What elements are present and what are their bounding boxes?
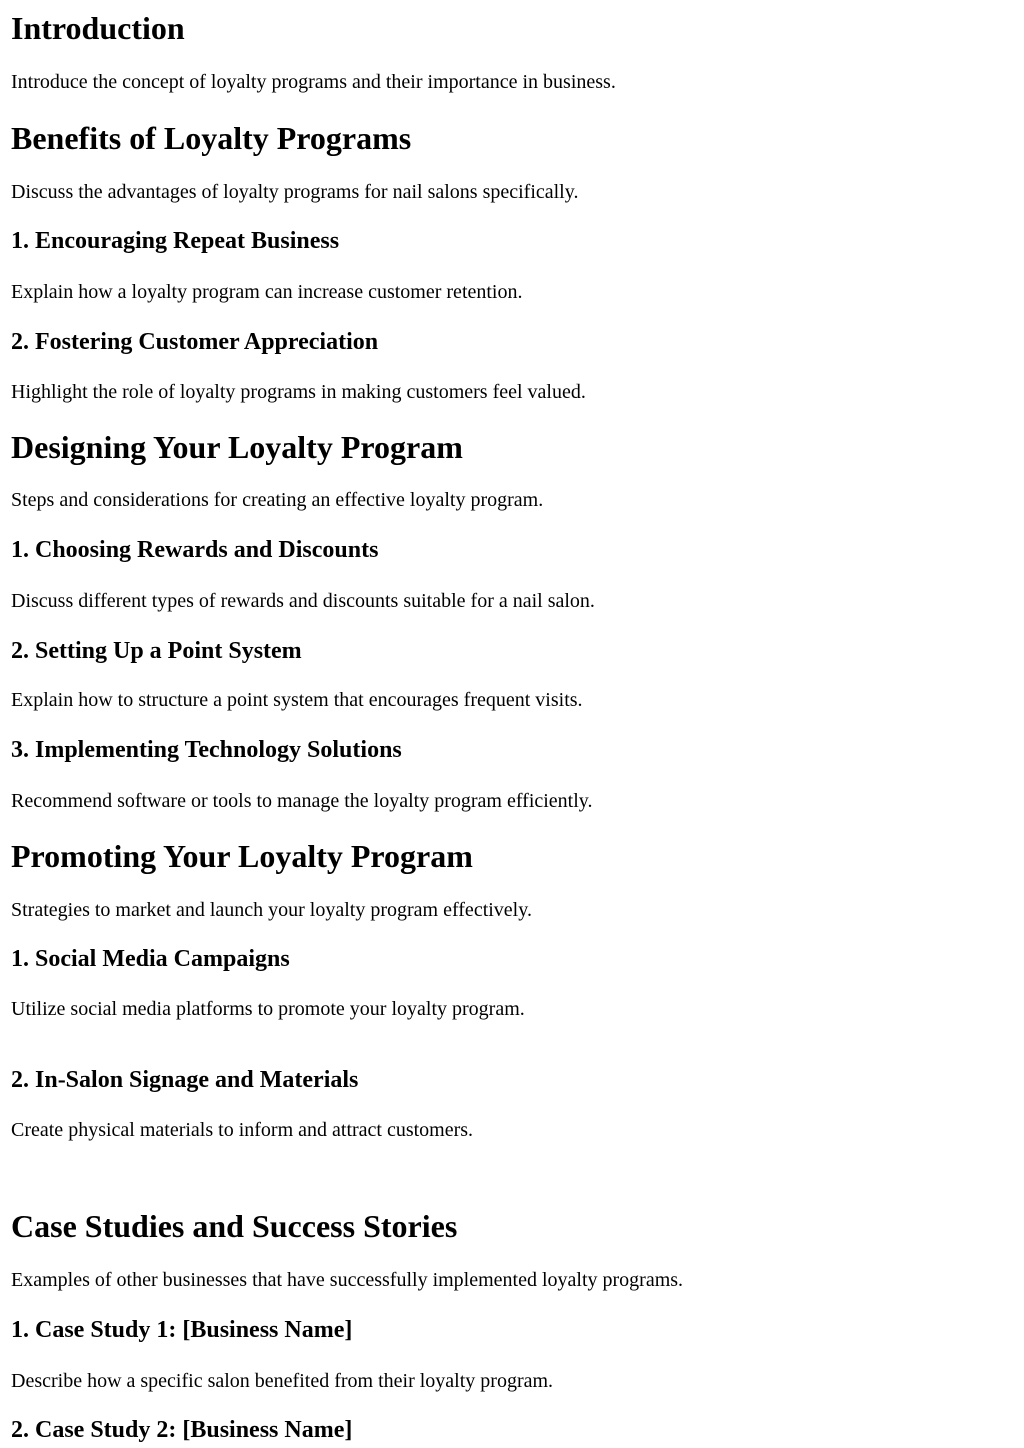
subsection-heading-rewards-discounts: 1. Choosing Rewards and Discounts [11,537,379,563]
section-heading-designing: Designing Your Loyalty Program [11,429,463,465]
subsection-text-repeat-business: Explain how a loyalty program can increase customer retention. [11,281,523,303]
section-text-introduction: Introduce the concept of loyalty programs and their importance in business. [11,71,616,93]
subsection-text-customer-appreciation: Highlight the role of loyalty programs in making customers feel valued. [11,381,586,403]
subsection-text-case-study-1: Describe how a specific salon benefited from their loyalty program. [11,1370,554,1392]
subsection-text-signage: Create physical materials to inform and attract customers. [11,1119,474,1141]
subsection-heading-technology: 3. Implementing Technology Solutions [11,737,402,763]
section-text-designing: Steps and considerations for creating an effective loyalty program. [11,489,544,511]
subsection-heading-social-media: 1. Social Media Campaigns [11,946,290,972]
subsection-heading-customer-appreciation: 2. Fostering Customer Appreciation [11,329,379,355]
section-text-promoting: Strategies to market and launch your loyalty program effectively. [11,899,532,921]
subsection-heading-point-system: 2. Setting Up a Point System [11,638,302,664]
subsection-heading-signage: 2. In-Salon Signage and Materials [11,1067,359,1093]
subsection-heading-case-study-2: 2. Case Study 2: [Business Name] [11,1417,353,1443]
subsection-text-point-system: Explain how to structure a point system that encourages frequent visits. [11,689,583,711]
subsection-text-technology: Recommend software or tools to manage the loyalty program efficiently. [11,790,593,812]
subsection-heading-case-study-1: 1. Case Study 1: [Business Name] [11,1317,353,1343]
subsection-text-rewards-discounts: Discuss different types of rewards and discounts suitable for a nail salon. [11,590,595,612]
section-heading-introduction: Introduction [11,10,185,46]
section-heading-promoting: Promoting Your Loyalty Program [11,838,473,874]
section-text-benefits: Discuss the advantages of loyalty programs for nail salons specifically. [11,181,579,203]
subsection-text-social-media: Utilize social media platforms to promote your loyalty program. [11,998,525,1020]
section-heading-benefits: Benefits of Loyalty Programs [11,120,412,156]
section-text-case-studies: Examples of other businesses that have successfully implemented loyalty programs. [11,1269,684,1291]
section-heading-case-studies: Case Studies and Success Stories [11,1208,458,1244]
subsection-heading-repeat-business: 1. Encouraging Repeat Business [11,228,340,254]
